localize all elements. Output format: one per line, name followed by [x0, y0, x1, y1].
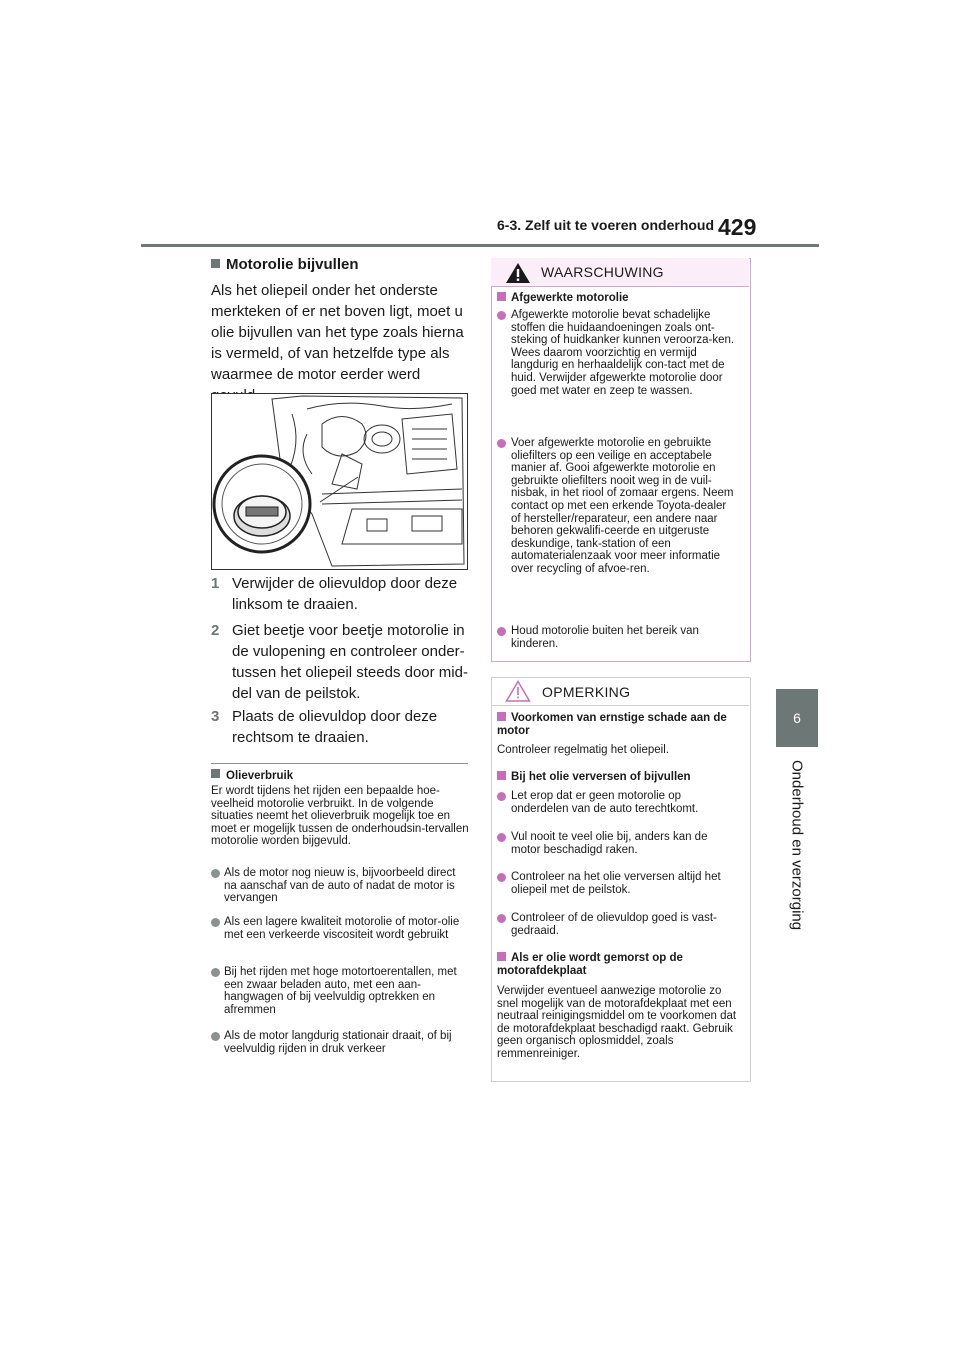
note-item — [497, 790, 737, 815]
note-item — [497, 912, 737, 937]
warning-title-text: Afgewerkte motorolie — [511, 292, 629, 304]
engine-illustration — [211, 393, 468, 570]
list-item-text: Als de motor nog nieuw is, bijvoorbeeld direct na aanschaf van de auto of nadat de motor is vervangen — [224, 867, 456, 905]
note-item-text: Vul nooit te veel olie bij, anders kan de motor beschadigd raken. — [511, 831, 708, 856]
note-section-title — [497, 952, 737, 977]
step-number: 2 — [211, 622, 220, 639]
note-text: Controleer regelmatig het oliepeil. — [497, 744, 669, 756]
note-label: OPMERKING — [542, 684, 631, 700]
square-marker-icon — [211, 259, 220, 268]
chapter-title-vertical — [776, 760, 818, 931]
bullet-dot-icon — [211, 1032, 220, 1041]
left-heading — [211, 256, 359, 273]
note-item — [497, 871, 737, 896]
list-item-text: Als de motor langdurig stationair draait, of bij veelvuldig rijden in druk verkeer — [224, 1030, 452, 1055]
note-item-text: Let erop dat er geen motorolie op onderdelen van de auto terechtkomt. — [511, 790, 699, 815]
warning-item-text: Afgewerkte motorolie bevat schadelijke stoffen die huidaandoeningen zoals ont-steking of huidkanker kunnen veroorza-ken. Wees daarom voorzichtig en vermijd langdurig en herhaaldelijk con-tact met de huid. Verwijder afgewerkte motorolie door goed met water en zeep te wassen. — [511, 309, 735, 397]
step-text: Giet beetje voor beetje motorolie in de vulopening en controleer onder-tussen het oliepeil steeds door mid-del van de peilstok. — [232, 622, 468, 702]
list-item — [211, 867, 469, 905]
square-marker-icon — [497, 712, 506, 721]
warning-label: WAARSCHUWING — [541, 264, 664, 280]
square-marker-icon — [497, 952, 506, 961]
note-section-title-text: Bij het olie verversen of bijvullen — [511, 771, 691, 783]
bullet-dot-icon — [497, 439, 506, 448]
note-section-title — [497, 771, 737, 784]
warning-item — [497, 309, 737, 397]
header-rule — [141, 244, 819, 247]
list-item — [211, 1030, 469, 1055]
note-item-text: Controleer na het olie verversen altijd het oliepeil met de peilstok. — [511, 871, 721, 896]
list-item — [211, 916, 469, 941]
bullet-dot-icon — [497, 792, 506, 801]
step-number: 1 — [211, 575, 220, 592]
warning-triangle-icon — [505, 262, 531, 289]
section-title: 6-3. Zelf uit te voeren onderhoud — [497, 217, 715, 233]
divider — [211, 763, 468, 764]
step-number: 3 — [211, 708, 220, 725]
step-3 — [211, 706, 473, 748]
list-item — [211, 966, 469, 1016]
note-section-title-text: Voorkomen van ernstige schade aan de motor — [497, 712, 727, 737]
bullet-dot-icon — [497, 627, 506, 636]
bullet-dot-icon — [497, 873, 506, 882]
bullet-dot-icon — [497, 311, 506, 320]
step-text: Plaats de olievuldop door deze rechtsom te draaien. — [232, 708, 438, 746]
note-item — [497, 831, 737, 856]
step-2 — [211, 620, 473, 704]
warning-item — [497, 437, 737, 576]
chapter-tab[interactable] — [776, 689, 818, 747]
note-text: Verwijder eventueel aanwezige motorolie zo snel mogelijk van de motorafdekplaat met een neutraal reinigingsmiddel om te voorkomen dat de motorafdekplaat beschadigd raakt. Gebruik geen organisch oplosmiddel, zoals remmenreiniger. — [497, 985, 737, 1060]
bullet-dot-icon — [211, 869, 220, 878]
warning-item-text: Voer afgewerkte motorolie en gebruikte oliefilters op een veilige en acceptabele manier af. Gooi afgewerkte motorolie en gebruikte oliefilters nooit weg in de vuil-nisbak, in het riool of zomaar ergens. Neem contact op met een erkende Toyota-dealer of hersteller/reparateur, een andere naar behoren gekwalifi-ceerde en uitgeruste deskundige, tank-station of een automaterialenzaak voor meer informatie over recycling of afvoe-ren. — [511, 437, 734, 575]
caution-triangle-icon — [505, 680, 531, 707]
oil-consumption-heading — [211, 769, 293, 782]
chapter-title: Onderhoud en verzorging — [788, 760, 806, 931]
list-item-text: Als een lagere kwaliteit motorolie of motor-olie met een verkeerde viscositeit wordt gebruikt — [224, 916, 460, 941]
warning-title — [497, 292, 737, 305]
engine-bay-drawing — [212, 394, 467, 569]
list-item-text: Bij het rijden met hoge motortoerentallen, met een zwaar beladen auto, met een aan-hangwagen of bij veelvuldig optrekken en afremmen — [224, 966, 457, 1016]
chapter-number: 6 — [793, 710, 801, 726]
square-marker-icon — [497, 771, 506, 780]
bullet-dot-icon — [211, 918, 220, 927]
bullet-dot-icon — [211, 968, 220, 977]
warning-item — [497, 625, 737, 650]
square-marker-icon — [497, 292, 506, 301]
step-text: Verwijder de olievuldop door deze linksom te draaien. — [232, 575, 458, 613]
left-intro: Als het oliepeil onder het onderste merkteken of er net boven ligt, moet u olie bijvullen van het type zoals hierna is vermeld, of van hetzelfde type als waarmee de motor eerder werd — [211, 282, 464, 383]
note-section-title-text: Als er olie wordt gemorst op de motorafdekplaat — [497, 952, 683, 977]
oil-consumption-paragraph: Er wordt tijdens het rijden een bepaalde hoe-veelheid motorolie verbruikt. In de volgende situaties neemt het olieverbruik mogelijk toe en moet er mogelijk tussen de onderhoudsin-tervallen motorolie worden bijgevuld. — [211, 785, 469, 848]
warning-item-text: Houd motorolie buiten het bereik van kinderen. — [511, 625, 699, 650]
step-1 — [211, 573, 473, 615]
bullet-dot-icon — [497, 914, 506, 923]
note-section-title — [497, 712, 737, 737]
left-heading-text: Motorolie bijvullen — [226, 256, 359, 273]
square-marker-icon — [211, 769, 220, 778]
bullet-dot-icon — [497, 833, 506, 842]
page-number: 429 — [718, 214, 757, 240]
note-item-text: Controleer of de olievuldop goed is vast-gedraaid. — [511, 912, 717, 937]
oil-consumption-heading-text: Olieverbruik — [226, 770, 294, 782]
